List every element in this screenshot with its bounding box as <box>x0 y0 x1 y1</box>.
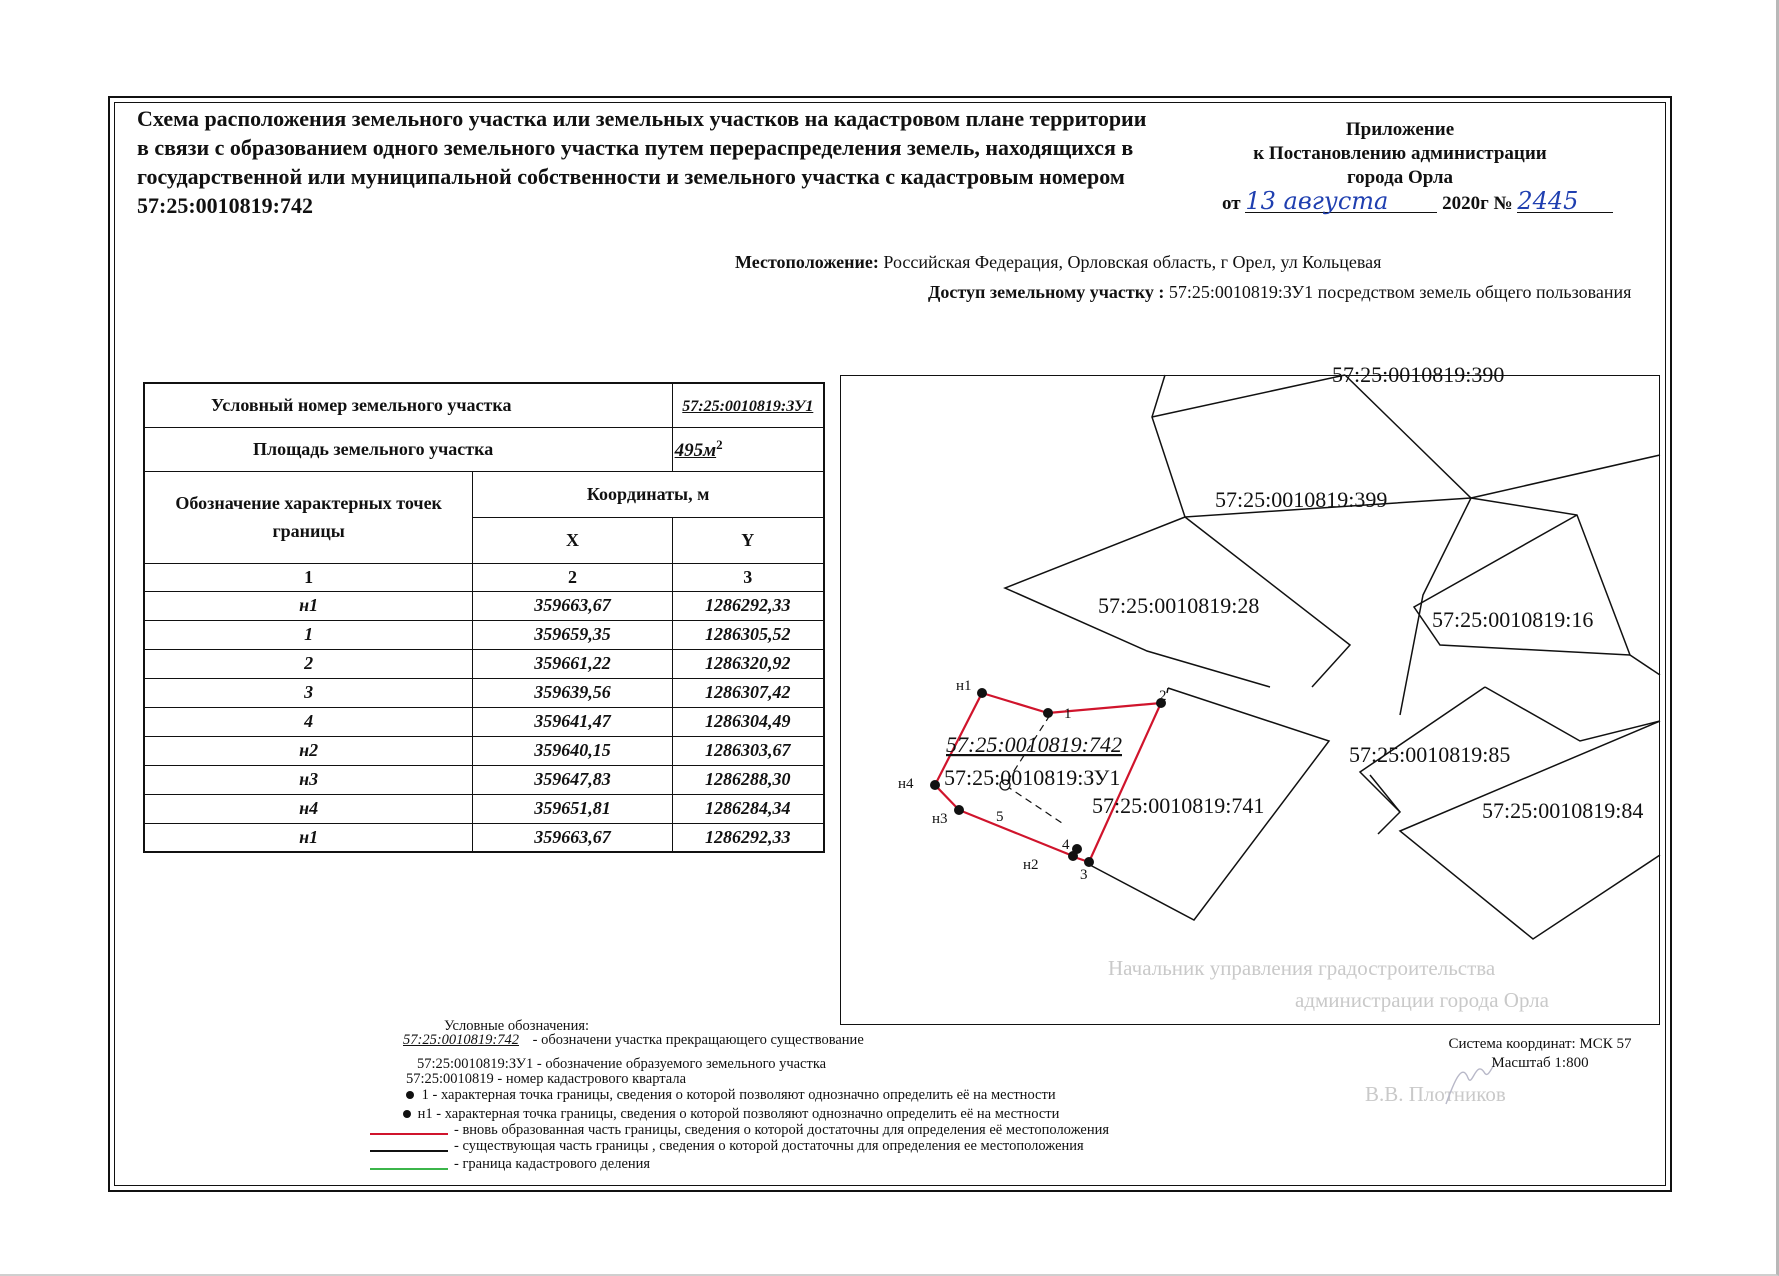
point-n3-dot <box>954 805 964 815</box>
coordinate-system: Система координат: МСК 57 <box>1448 1036 1632 1052</box>
parcel-label-zu1: 57:25:0010819:ЗУ1 <box>944 765 1121 790</box>
boundary-16-west <box>1414 515 1630 655</box>
table-row <box>144 707 824 736</box>
order-date-line <box>1222 187 1613 215</box>
parcel-label-390: 57:25:0010819:390 <box>1332 362 1505 387</box>
cell-x: 359663,67 <box>473 823 672 852</box>
cell-point: н3 <box>144 765 473 794</box>
cell-point: 1 <box>144 620 473 649</box>
parcel-label-741: 57:25:0010819:741 <box>1092 793 1265 818</box>
legend-item-point1 <box>406 1087 1056 1104</box>
map-scale: Масштаб 1:800 <box>1491 1055 1589 1071</box>
legend-item-pointn1 <box>403 1106 1059 1123</box>
cell-x: 359663,67 <box>473 591 672 620</box>
parcel-label-16: 57:25:0010819:16 <box>1432 607 1594 632</box>
document-title: Схема расположения земельного участка или земельных участков на кадастровом плане территории в связи с образованием одного земельного участка путем перераспределения земель, находящихся в государственной или муниципальной собственности и земельного участка с кадастровым номером 57:25:0010819:742 <box>137 106 1147 218</box>
parcel-label-84: 57:25:0010819:84 <box>1482 798 1644 823</box>
table-row <box>144 794 824 823</box>
conditional-number-value-cell <box>672 383 824 427</box>
conditional-number-label: Условный номер земельного участка <box>144 383 672 427</box>
cell-point: 2 <box>144 649 473 678</box>
legend-point1-text: 1 - характерная точка границы, сведения о которой позволяют однозначно определить её на местности <box>421 1087 1056 1103</box>
order-date-handwritten: 13 августа <box>1245 190 1437 213</box>
ghost-signature-name: В.В. Плотников <box>1365 1082 1506 1106</box>
location-line <box>735 252 1381 273</box>
location-label: Местоположение: <box>735 252 879 272</box>
legend-item-new-line: - вновь образованная часть границы, сведения о которой достаточны для определения её местоположения <box>454 1122 1110 1138</box>
x-header: X <box>473 517 672 563</box>
cell-y: 1286284,34 <box>672 794 824 823</box>
coordinate-system-block <box>1420 1035 1660 1073</box>
table-row <box>144 678 824 707</box>
cell-x: 359641,47 <box>473 707 672 736</box>
legend-item-742 <box>403 1032 864 1049</box>
col-number-3: 3 <box>672 563 824 591</box>
parcel-label-85: 57:25:0010819:85 <box>1349 742 1511 767</box>
col-number-1: 1 <box>144 563 473 591</box>
cadastral-map-svg <box>840 362 1660 1025</box>
point-n4-dot <box>930 780 940 790</box>
label-n3: н3 <box>932 811 948 827</box>
legend-pointn1-text: н1 - характерная точка границы, сведения о которой позволяют однозначно определить её на местности <box>417 1106 1060 1122</box>
parcel-label-742: 57:25:0010819:742 <box>946 732 1122 757</box>
legend-item-quarter: 57:25:0010819 - номер кадастрового квартала <box>406 1071 687 1087</box>
table-row <box>144 765 824 794</box>
area-value-cell <box>672 427 824 471</box>
label-5: 5 <box>996 809 1004 825</box>
cell-x: 359659,35 <box>473 620 672 649</box>
label-2: 2 <box>1159 688 1167 704</box>
point-1-dot <box>1043 708 1053 718</box>
table-row <box>144 620 824 649</box>
appendix-block <box>1200 118 1600 190</box>
legend-heading: Условные обозначения: <box>444 1018 590 1034</box>
table-row <box>144 591 824 620</box>
cell-x: 359647,83 <box>473 765 672 794</box>
cell-x: 359651,81 <box>473 794 672 823</box>
cell-y: 1286292,33 <box>672 823 824 852</box>
legend-742-text: - обозначени участка прекращающего существование <box>532 1032 864 1048</box>
label-4: 4 <box>1062 837 1070 853</box>
order-number-handwritten: 2445 <box>1517 190 1613 213</box>
point-n1-dot <box>977 688 987 698</box>
legend-pointn1-dot <box>403 1110 411 1118</box>
coordinates-table <box>143 382 825 853</box>
cell-y: 1286303,67 <box>672 736 824 765</box>
cell-y: 1286305,52 <box>672 620 824 649</box>
appendix-line1: Приложение <box>1345 119 1455 140</box>
y-header: Y <box>672 517 824 563</box>
boundary-85-84 <box>1370 775 1400 834</box>
parcel-labels <box>944 362 1643 823</box>
label-n2: н2 <box>1023 857 1039 873</box>
appendix-line3: города Орла <box>1346 167 1454 188</box>
point-n2-dot <box>1068 851 1078 861</box>
legend-742-code: 57:25:0010819:742 <box>403 1032 519 1048</box>
coords-header: Координаты, м <box>473 471 824 517</box>
legend-item-existing-line: - существующая часть границы , сведения о которой достаточны для определения ее местоположения <box>454 1138 1084 1154</box>
ghost-signature-org: администрации города Орла <box>1295 988 1549 1012</box>
legend-item-division: - граница кадастрового деления <box>454 1156 651 1172</box>
points-header: Обозначение характерных точек границы <box>144 471 473 563</box>
legend-existing-line-swatch <box>370 1150 448 1152</box>
table-row <box>144 823 824 852</box>
cell-x: 359639,56 <box>473 678 672 707</box>
area-value: 495м <box>674 439 717 461</box>
location-value: Российская Федерация, Орловская область, г Орел, ул Кольцевая <box>883 252 1382 272</box>
order-year-suffix: 2020г № <box>1442 193 1513 214</box>
cell-y: 1286304,49 <box>672 707 824 736</box>
label-n4: н4 <box>898 776 914 792</box>
conditional-number-value: 57:25:0010819:ЗУ1 <box>682 397 814 415</box>
access-line <box>832 280 1662 304</box>
cell-x: 359640,15 <box>473 736 672 765</box>
point-3-dot <box>1084 857 1094 867</box>
coordinate-rows <box>144 591 824 852</box>
cell-point: н1 <box>144 823 473 852</box>
col-number-2: 2 <box>473 563 672 591</box>
cell-y: 1286288,30 <box>672 765 824 794</box>
access-value: 57:25:0010819:ЗУ1 посредством земель общего пользования <box>1168 282 1632 302</box>
legend-item-zu1: 57:25:0010819:ЗУ1 - обозначение образуемого земельного участка <box>417 1056 827 1072</box>
ghost-signature-title: Начальник управления градостроительства <box>1108 956 1496 980</box>
access-label: Доступ земельному участку : <box>928 282 1165 302</box>
existing-boundaries <box>1005 375 1660 939</box>
area-unit-sup: 2 <box>716 436 723 452</box>
cell-point: н1 <box>144 591 473 620</box>
cell-y: 1286320,92 <box>672 649 824 678</box>
cell-point: 4 <box>144 707 473 736</box>
area-label: Площадь земельного участка <box>144 427 672 471</box>
legend-new-line-swatch <box>370 1133 448 1135</box>
table-row <box>144 649 824 678</box>
cell-y: 1286307,42 <box>672 678 824 707</box>
boundary-741-link <box>1167 688 1168 693</box>
cadastral-map <box>840 362 1660 1025</box>
legend-point1-dot <box>406 1091 414 1099</box>
cell-point: 3 <box>144 678 473 707</box>
table-row <box>144 736 824 765</box>
cell-y: 1286292,33 <box>672 591 824 620</box>
legend-division-swatch <box>370 1168 448 1170</box>
label-3: 3 <box>1080 867 1088 883</box>
label-1: 1 <box>1064 706 1072 722</box>
order-from-prefix: от <box>1222 193 1241 214</box>
appendix-line2: к Постановлению администрации <box>1253 143 1547 164</box>
boundary-390-top <box>1152 375 1345 417</box>
label-n1: н1 <box>956 678 972 694</box>
boundary-399-east <box>1345 375 1660 498</box>
cell-point: н4 <box>144 794 473 823</box>
parcel-label-28: 57:25:0010819:28 <box>1098 593 1260 618</box>
parcel-label-399: 57:25:0010819:399 <box>1215 487 1388 512</box>
cell-point: н2 <box>144 736 473 765</box>
cell-x: 359661,22 <box>473 649 672 678</box>
